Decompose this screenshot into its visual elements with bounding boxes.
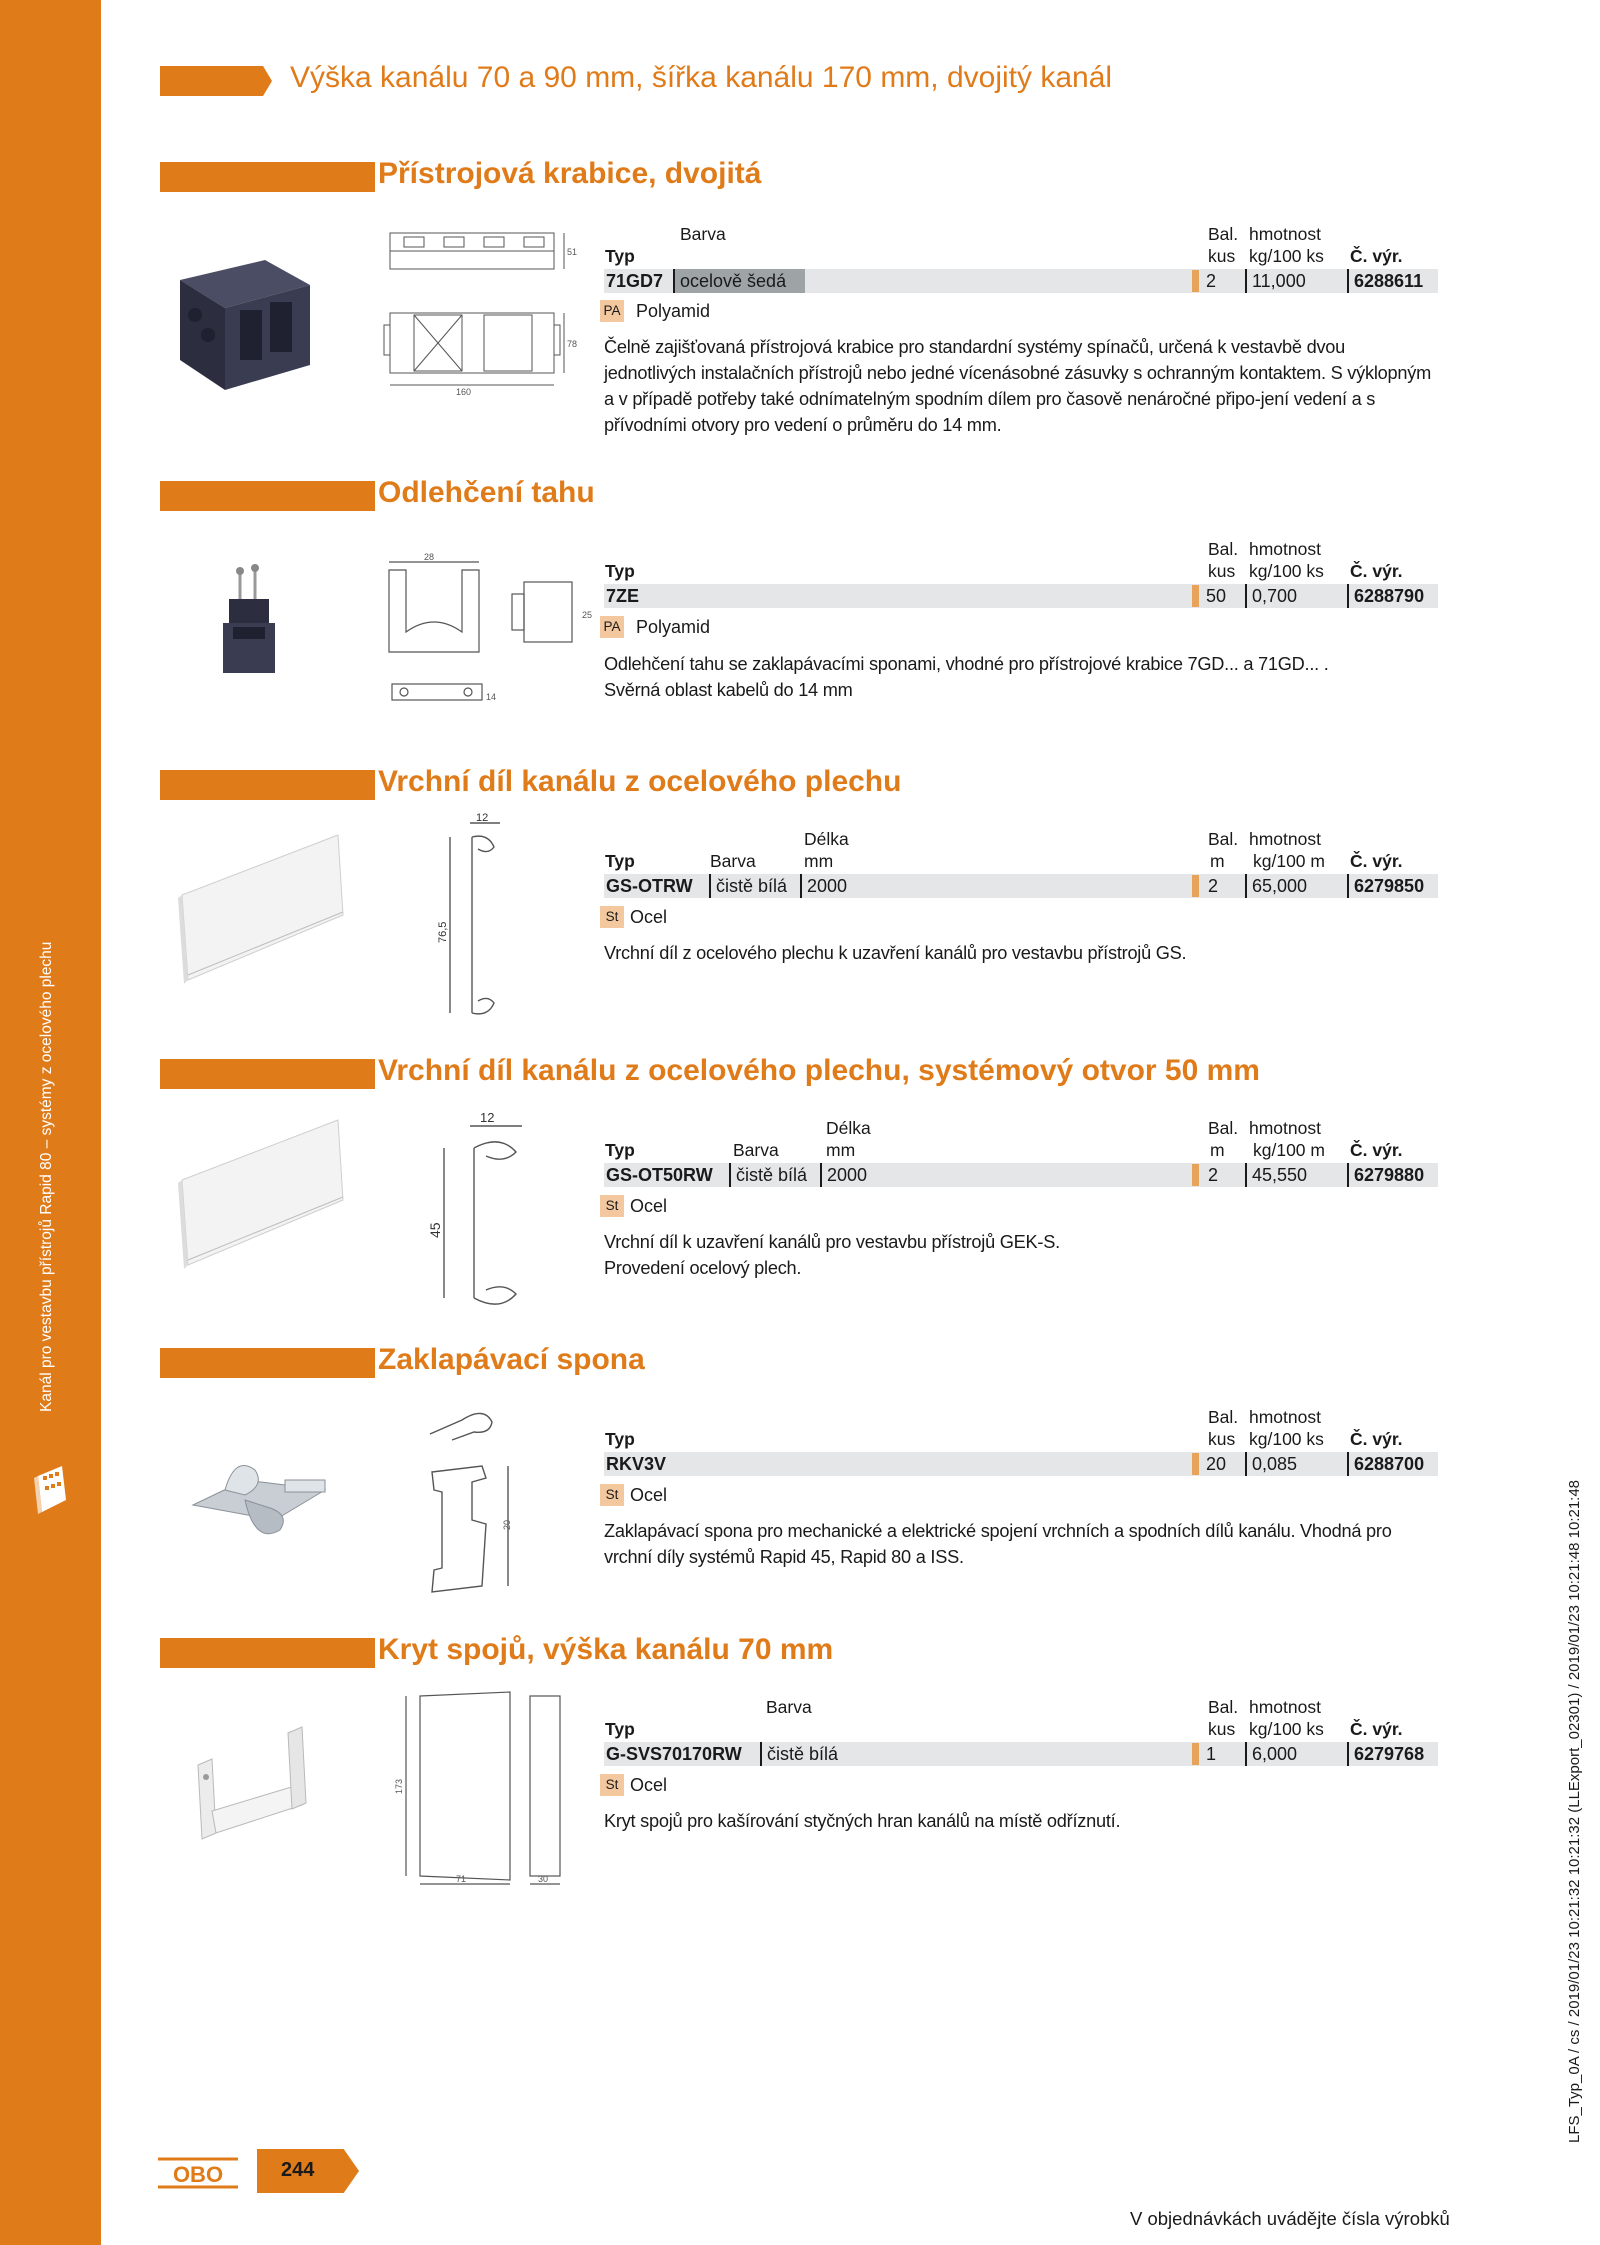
table-row: [604, 1452, 1438, 1476]
dim-label: 12: [476, 812, 489, 824]
description-line: Svěrná oblast kabelů do 14 mm: [604, 680, 853, 700]
material-name: Ocel: [630, 1485, 668, 1505]
unit-weight: kg/100 ks: [1249, 1429, 1324, 1449]
side-catalog-label: Kanál pro vestavbu přístrojů Rapid 80 – systémy z ocelového plechu: [38, 941, 55, 1412]
product-color: ocelově šedá: [673, 269, 786, 293]
product-type: 7ZE: [606, 586, 640, 606]
product-description: Kryt spojů pro kašírování styčných hran kanálů na místě odříznutí.: [604, 1811, 1121, 1831]
unit-qty: m: [1210, 851, 1225, 871]
unit-qty: kus: [1208, 561, 1236, 581]
article-number: 6279850: [1347, 874, 1424, 898]
article-number: 6288611: [1347, 269, 1423, 293]
col-art-label: Č. výr.: [1350, 561, 1403, 581]
description-line: Vrchní díl k uzavření kanálů pro vestavbu přístrojů GEK-S.: [604, 1232, 1060, 1252]
col-art-label: Č. výr.: [1350, 851, 1403, 871]
material-badge: St: [600, 906, 624, 928]
unit-weight: kg/100 m: [1253, 1140, 1325, 1160]
dim-label: 25: [582, 610, 593, 620]
col-hmotnost-label: hmotnost: [1249, 224, 1321, 244]
col-bal-label: Bal.: [1208, 224, 1239, 244]
obo-logo: [158, 2157, 238, 2189]
joint-cover-photo: [190, 1725, 320, 1855]
weight-value: 6,000: [1245, 1742, 1297, 1766]
dim-label: 71: [456, 1874, 467, 1884]
cover-profile-drawing: [430, 812, 540, 1030]
product-color: čistě bílá: [729, 1163, 807, 1187]
col-typ-label: Typ: [605, 246, 635, 266]
article-number: 6279768: [1347, 1742, 1424, 1766]
article-number: 6288700: [1347, 1452, 1424, 1476]
col-delka-unit: mm: [804, 851, 834, 871]
weight-value: 45,550: [1245, 1163, 1307, 1187]
section-title: Přístrojová krabice, dvojitá: [378, 157, 762, 190]
cover-profile-photo: [178, 1115, 348, 1285]
device-box-drawing: [384, 225, 578, 397]
col-barva-label: Barva: [766, 1697, 812, 1717]
pack-qty: 1: [1206, 1744, 1217, 1764]
unit-qty: kus: [1208, 246, 1236, 266]
material-badge: PA: [600, 300, 624, 322]
material-badge: St: [600, 1195, 624, 1217]
section-title: Odlehčení tahu: [378, 476, 595, 509]
product-color: čistě bílá: [709, 874, 787, 898]
section-title: Vrchní díl kanálu z ocelového plechu, systémový otvor 50 mm: [378, 1054, 1260, 1087]
product-type: RKV3V: [606, 1454, 667, 1474]
product-type: 71GD7: [606, 271, 664, 291]
dim-label: 28: [424, 552, 435, 562]
col-barva-label: Barva: [710, 851, 756, 871]
article-number: 6279880: [1347, 1163, 1424, 1187]
col-hmotnost-label: hmotnost: [1249, 829, 1321, 849]
product-type: G-SVS70170RW: [606, 1744, 742, 1764]
qty-marker: [1192, 1743, 1199, 1765]
product-length: 2000: [820, 1163, 867, 1187]
material-badge: St: [600, 1774, 624, 1796]
col-barva-label: Barva: [733, 1140, 779, 1160]
product-type: GS-OT50RW: [606, 1165, 713, 1185]
dim-label: 76,5: [437, 921, 449, 943]
dim-label: 30: [538, 1874, 549, 1884]
strain-relief-photo: [215, 565, 285, 695]
col-delka-unit: mm: [826, 1140, 856, 1160]
device-box-photo: [170, 240, 320, 400]
strain-relief-drawing: [384, 552, 594, 722]
col-delka-label: Délka: [804, 829, 849, 849]
weight-value: 0,085: [1245, 1452, 1297, 1476]
col-art-label: Č. výr.: [1350, 1719, 1403, 1739]
description-line: Odlehčení tahu se zaklapávacími sponami, vhodné pro přístrojové krabice 7GD... a 71GD... .: [604, 654, 1329, 674]
col-bal-label: Bal.: [1208, 539, 1239, 559]
section-tab: [160, 481, 375, 511]
page-title: Výška kanálu 70 a 90 mm, šířka kanálu 170 mm, dvojitý kanál: [290, 61, 1113, 94]
section-tab: [160, 162, 375, 192]
dim-label: 20: [502, 1519, 512, 1530]
col-typ-label: Typ: [605, 851, 635, 871]
col-typ-label: Typ: [605, 1140, 635, 1160]
col-barva-label: Barva: [680, 224, 726, 244]
article-number: 6288790: [1347, 584, 1424, 608]
qty-marker: [1192, 1453, 1199, 1475]
col-typ-label: Typ: [605, 1719, 635, 1739]
unit-weight: kg/100 ks: [1249, 246, 1324, 266]
qty-marker: [1192, 585, 1199, 607]
col-bal-label: Bal.: [1208, 1697, 1239, 1717]
section-title: Zaklapávací spona: [378, 1343, 645, 1376]
product-length: 2000: [800, 874, 847, 898]
unit-qty: kus: [1208, 1429, 1236, 1449]
footer-note: V objednávkách uvádějte čísla výrobků: [1130, 2208, 1450, 2229]
col-typ-label: Typ: [605, 561, 635, 581]
unit-qty: kus: [1208, 1719, 1236, 1739]
logo-text: OBO: [172, 2162, 224, 2187]
col-hmotnost-label: hmotnost: [1249, 1118, 1321, 1138]
unit-weight: kg/100 ks: [1249, 561, 1324, 581]
product-description: [604, 1229, 1434, 1281]
channel-icon: [32, 1462, 72, 1518]
col-bal-label: Bal.: [1208, 1118, 1239, 1138]
material-name: Ocel: [630, 1775, 668, 1795]
section-title: Kryt spojů, výška kanálu 70 mm: [378, 1633, 834, 1666]
unit-weight: kg/100 ks: [1249, 1719, 1324, 1739]
page-number: 244: [281, 2159, 315, 2181]
col-hmotnost-label: hmotnost: [1249, 1697, 1321, 1717]
dim-label: 51: [567, 247, 578, 257]
section-tab: [160, 1059, 375, 1089]
section-tab: [160, 770, 375, 800]
col-art-label: Č. výr.: [1350, 1140, 1403, 1160]
col-bal-label: Bal.: [1208, 1407, 1239, 1427]
weight-value: 11,000: [1245, 269, 1306, 293]
dim-label: 45: [427, 1222, 443, 1238]
qty-marker: [1192, 270, 1199, 292]
product-color: čistě bílá: [760, 1742, 838, 1766]
material-badge: St: [600, 1484, 624, 1506]
col-hmotnost-label: hmotnost: [1249, 539, 1321, 559]
product-description: Zaklapávací spona pro mechanické a elektrické spojení vrchních a spodních dílů kanálu. Vhodná pro vrchní díly systémů Rapid 45, Rapid 80 a ISS.: [604, 1521, 1392, 1567]
clip-drawing: [422, 1400, 522, 1610]
material-name: Polyamid: [636, 301, 711, 321]
joint-cover-drawing: [390, 1690, 580, 1890]
section-tab: [160, 1638, 375, 1668]
product-description: Čelně zajišťovaná přístrojová krabice pro standardní systémy spínačů, určená k vestavbě dvou jednotlivých instalačních přístrojů nebo jedné vícenásobné zásuvky s ochranným kontaktem. S výklopným a v případě potřeby také odnímatelným spodním dílem pro časově nenáročné připo-jení vedení a s přívodními otvory pro vedení o průměru do 14 mm.: [604, 337, 1431, 435]
product-description: [604, 651, 1434, 703]
table-row: [604, 584, 1438, 608]
pack-qty: 2: [1208, 876, 1219, 896]
cover-profile-photo: [178, 830, 348, 1000]
dim-label: 173: [394, 1778, 404, 1794]
col-art-label: Č. výr.: [1350, 246, 1403, 266]
dim-label: 12: [480, 1110, 495, 1125]
pack-qty: 20: [1206, 1454, 1227, 1474]
col-art-label: Č. výr.: [1350, 1429, 1403, 1449]
col-hmotnost-label: hmotnost: [1249, 1407, 1321, 1427]
pack-qty: 50: [1206, 586, 1227, 606]
unit-qty: m: [1210, 1140, 1225, 1160]
material-name: Ocel: [630, 907, 668, 927]
dim-label: 160: [456, 387, 472, 397]
product-type: GS-OTRW: [606, 876, 693, 896]
dim-label: 14: [486, 692, 497, 702]
material-name: Ocel: [630, 1196, 668, 1216]
unit-weight: kg/100 m: [1253, 851, 1325, 871]
section-title: Vrchní díl kanálu z ocelového plechu: [378, 765, 902, 798]
dim-label: 78: [567, 339, 578, 349]
weight-value: 65,000: [1245, 874, 1307, 898]
title-arrow-tab: [160, 66, 272, 96]
pack-qty: 2: [1206, 271, 1217, 291]
col-bal-label: Bal.: [1208, 829, 1239, 849]
material-badge: PA: [600, 616, 624, 638]
weight-value: 0,700: [1245, 584, 1297, 608]
qty-marker: [1192, 1164, 1199, 1186]
pack-qty: 2: [1208, 1165, 1219, 1185]
col-typ-label: Typ: [605, 1429, 635, 1449]
clip-photo: [185, 1450, 335, 1550]
export-stamp: LFS_Typ_0A / cs / 2019/01/23 10:21:32 10:21:32 (LLExport_02301) / 2019/01/23 10:21:48 10:21:48: [1566, 1479, 1583, 2143]
material-name: Polyamid: [636, 617, 711, 637]
description-line: Provedení ocelový plech.: [604, 1258, 802, 1278]
section-tab: [160, 1348, 375, 1378]
cover-profile-drawing: [427, 1108, 540, 1318]
product-description: Vrchní díl z ocelového plechu k uzavření kanálů pro vestavbu přístrojů GS.: [604, 943, 1187, 963]
qty-marker: [1192, 875, 1199, 897]
col-delka-label: Délka: [826, 1118, 871, 1138]
